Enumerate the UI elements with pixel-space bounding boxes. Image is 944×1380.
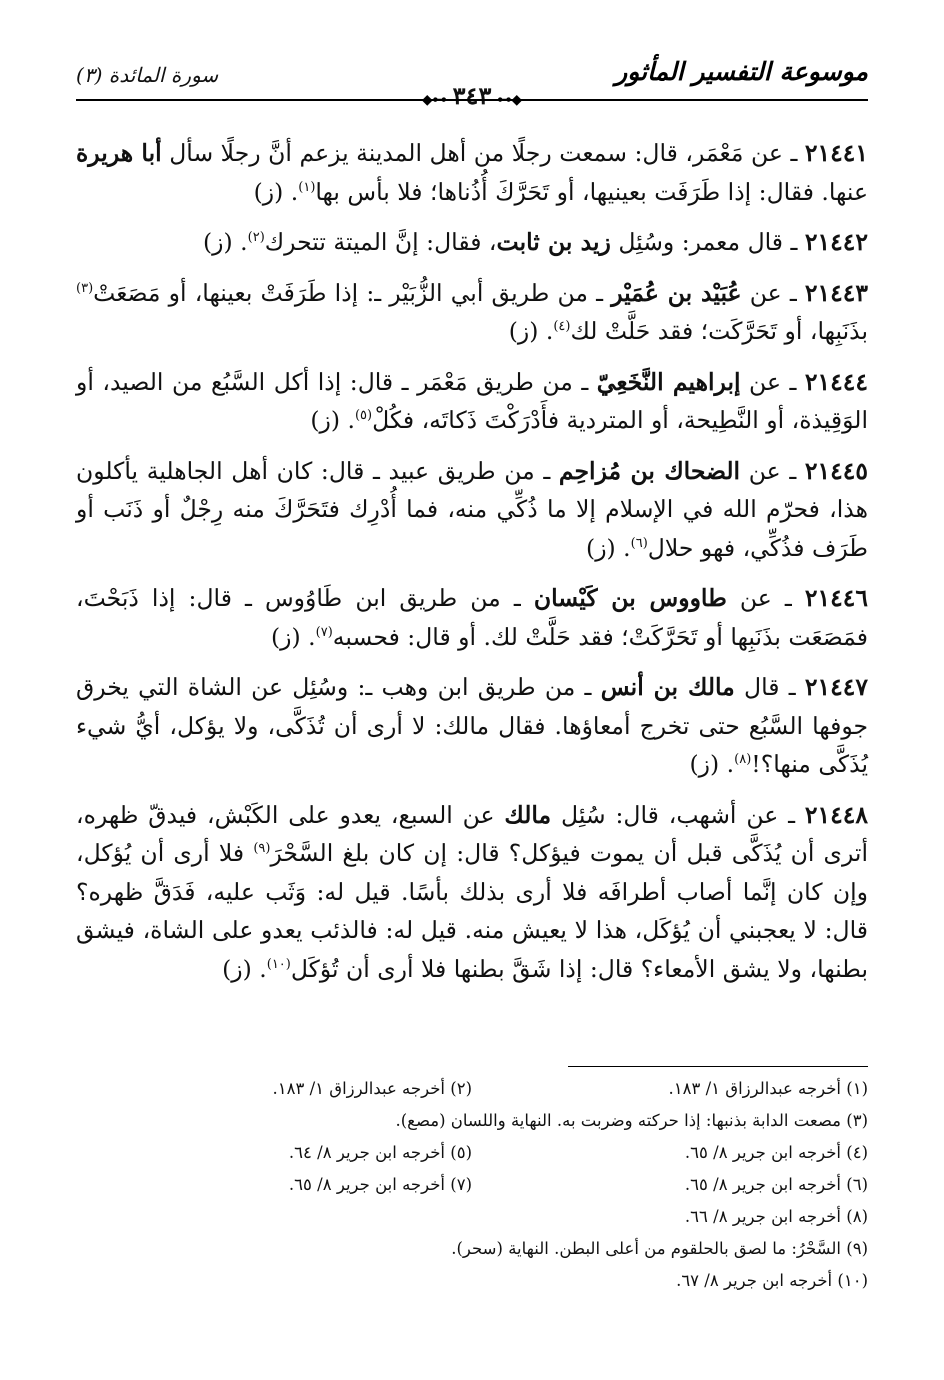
footnote-ref: (٤)	[553, 319, 571, 335]
entry-21443	[76, 274, 868, 351]
entry-text: ـ عن مَعْمَر، قال: سمعت رجلًا من أهل المدينة يزعم أنَّ رجلًا سأل	[161, 139, 805, 167]
entry-text: . (ز)	[253, 177, 299, 206]
entry-21442	[76, 223, 868, 262]
entry-21444	[76, 363, 868, 440]
page-number-block	[416, 81, 528, 110]
narrator-name: إبراهيم النَّخَعِيّ	[596, 367, 741, 396]
narrator-name: أبا هريرة	[76, 139, 162, 167]
narrator-name: زيد بن ثابت	[496, 228, 611, 256]
footnote-row	[76, 1169, 868, 1201]
footnote-4: (٤) أخرجه ابن جرير ٨/ ٦٥.	[684, 1143, 868, 1162]
entry-text: . (ز)	[310, 406, 355, 434]
entry-number: ٢١٤٤٥	[804, 456, 869, 485]
footnote-6: (٦) أخرجه ابن جرير ٨/ ٦٥.	[684, 1175, 868, 1194]
footnote-rule	[568, 1066, 868, 1067]
sura-title: سورة المائدة (٣)	[76, 63, 219, 87]
entry-number: ٢١٤٤٧	[804, 673, 868, 701]
narrator-name: طاووس بن كَيْسان	[533, 584, 727, 612]
footnote-ref: (١)	[298, 179, 316, 195]
footnote-ref: (٣)	[76, 280, 94, 296]
entry-text: ـ عن أشهب، قال: سُئِل	[551, 800, 805, 829]
entry-text: ـ قال معمر: وسُئِل	[610, 228, 805, 256]
footnote-9: (٩) السَّحْرُ: ما لصق بالحلقوم من أعلى البطن. النهاية (سحر).	[451, 1239, 868, 1258]
narrator-name: مالك بن أنس	[600, 673, 735, 701]
entry-text: ـ قال	[734, 673, 805, 701]
page-number: ٣٤٣	[452, 81, 492, 110]
footnote-10: (١٠) أخرجه ابن جرير ٨/ ٦٧.	[676, 1271, 868, 1290]
footnotes	[76, 1073, 868, 1297]
entry-text: ، فقال: إنَّ الميتة تتحرك	[264, 228, 497, 256]
entry-21445	[76, 452, 868, 568]
entry-text: ـ من طريق ابن وهب ـ: وسُئِل عن الشاة التي يخرق جوفها السَّبُع حتى تخرج أمعاؤها. فقال مالك: لا أرى أن تُذَكَّى، ولا يؤكل، أيُّ شيء يُذَكَّى منها؟!	[76, 673, 868, 778]
entry-text: فلا أرى أن يُؤكل، وإن كان إنَّما أصاب أطرافَه فلا أرى بذلك بأسًا. قيل له: وَثَب عليه، فَدَقَّ ظهره؟ قال: لا يعجبني أن يُؤكَل، هذا لا يعيش منه. قيل له: فالذئب يعدو على الشاة، فيشق بطنها، ولا يشق الأمعاء؟ قال: إذا شَقَّ بطنها فلا أرى أن تُؤكَل	[76, 839, 868, 983]
entry-text: ـ عن	[726, 584, 805, 612]
narrator-name: عُبَيْد بن عُمَيْر	[611, 278, 742, 307]
footnote-ref: (٨)	[734, 752, 752, 768]
entry-text: ـ عن	[741, 278, 805, 307]
footnote-7: (٧) أخرجه ابن جرير ٨/ ٦٥.	[288, 1175, 472, 1194]
footnote-3: (٣) مصعت الدابة بذنبها: إذا حركته وضربت به. النهاية واللسان (مصع).	[395, 1111, 868, 1130]
footnote-row	[76, 1105, 868, 1137]
footnote-5: (٥) أخرجه ابن جرير ٨/ ٦٤.	[288, 1143, 472, 1162]
footnote-1: (١) أخرجه عبدالرزاق ١/ ١٨٣.	[668, 1079, 868, 1098]
book-title: موسوعة التفسير المأثور	[615, 57, 868, 86]
entry-text: . (ز)	[689, 750, 735, 778]
footnote-8: (٨) أخرجه ابن جرير ٨/ ٦٦.	[684, 1207, 868, 1226]
footnote-2: (٢) أخرجه عبدالرزاق ١/ ١٨٣.	[272, 1079, 472, 1098]
entry-number: ٢١٤٤١	[804, 139, 868, 167]
entry-number: ٢١٤٤٦	[804, 584, 868, 612]
entry-text: ـ من طريق أبي الزُّبَيْر ـ: إذا طَرَفَتْ بعينها، أو مَصَعَتْ	[93, 278, 612, 307]
entry-text: بذَنَبِها، أو تَحَرَّكَت؛ فقد حَلَّتْ لك	[570, 317, 868, 345]
entry-21447	[76, 668, 868, 784]
header-rule	[76, 99, 868, 101]
entry-text: عنها. فقال: إذا طَرَفَت بعينيها، أو تَحَرَّكَ أُذُناها؛ فلا بأس بها	[315, 177, 868, 206]
footnote-ref: (١٠)	[266, 956, 291, 972]
footnote-row	[76, 1137, 868, 1169]
entry-number: ٢١٤٤٨	[804, 800, 868, 829]
footnote-row	[76, 1073, 868, 1105]
footnote-row	[76, 1265, 868, 1297]
entry-number: ٢١٤٤٢	[804, 228, 868, 256]
footnote-row	[76, 1201, 868, 1233]
entry-text: . (ز)	[271, 622, 316, 651]
main-text	[76, 134, 868, 1000]
entry-text: . (ز)	[222, 954, 267, 983]
entry-number: ٢١٤٤٤	[804, 367, 868, 396]
footnote-ref: (٧)	[315, 624, 333, 640]
entry-text: . (ز)	[508, 317, 554, 345]
entry-text: ـ من طريق ابن طَاوُوس ـ قال: إذا ذَبَحْتَ، فمَصَعَت بذَنَبِها أو تَحَرَّكَتْ؛ فقد حَلَّتْ لك. أو قال: فحسبه	[76, 584, 868, 651]
entry-text: ـ من طريق عبيد ـ قال: كان أهل الجاهلية يأكلون هذا، فحرّم الله في الإسلام إلا ما ذُكِّي منه، فما أُدْرِك فتَحَرَّكَ منه رِجْلٌ أو ذَنَب أو طَرَف فذُكِّي، فهو حلال	[76, 456, 868, 562]
entry-text: ـ عن	[740, 456, 805, 485]
footnote-row	[76, 1233, 868, 1265]
page-header	[76, 55, 868, 110]
narrator-name: الضحاك بن مُزاحِم	[558, 456, 741, 485]
entry-21448	[76, 796, 868, 989]
entry-text: . (ز)	[586, 533, 631, 562]
ornament-left-icon: ⊷◆	[421, 92, 447, 108]
entry-text: ـ من طريق مَعْمَر ـ قال: إذا أكل السَّبُع من الصيد، أو الوَقِيذة، أو النَّطِيحة، أو المتردية فأَدْرَكْتَ ذَكاتَه، فكُلْ	[76, 367, 868, 434]
footnote-ref: (٢)	[247, 230, 265, 246]
footnote-ref: (٩)	[253, 841, 271, 857]
entry-text: . (ز)	[203, 228, 248, 256]
narrator-name: مالك	[504, 800, 552, 829]
entry-text: ـ عن	[740, 367, 805, 396]
entry-21441	[76, 134, 868, 211]
ornament-right-icon: ◆⊶	[497, 92, 523, 108]
entry-21446	[76, 579, 868, 656]
footnote-ref: (٦)	[630, 535, 648, 551]
entry-text: عن السبع، يعدو على الكَبْش، فيدقّ ظهره، أترى أن يُذَكَّى قبل أن يموت فيؤكل؟ قال: إن كان بلغ السَّحْرَ	[76, 800, 868, 867]
entry-number: ٢١٤٤٣	[804, 278, 868, 307]
footnote-ref: (٥)	[354, 408, 373, 424]
